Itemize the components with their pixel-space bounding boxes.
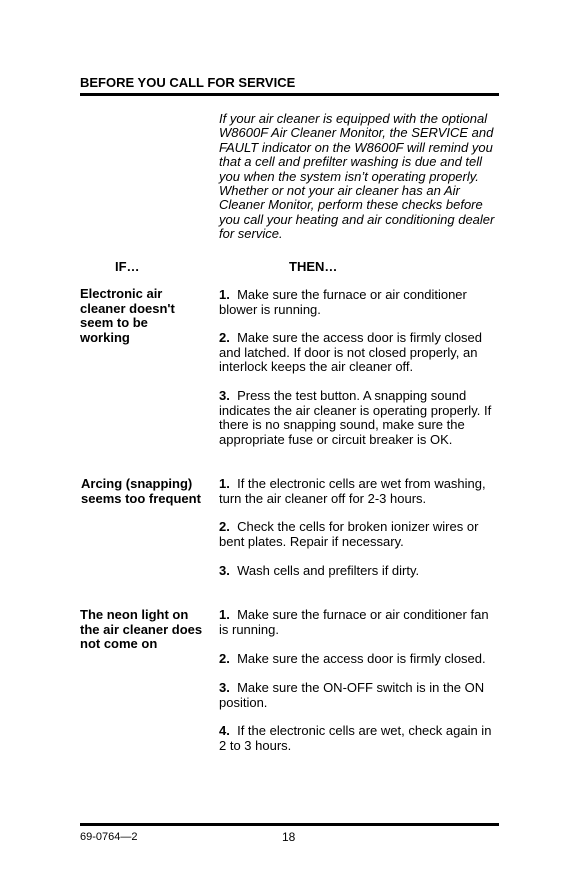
step-item [219, 389, 501, 447]
condition-arcing-frequent: Arcing (snapping) seems too frequent [81, 476, 201, 506]
step-item [219, 681, 501, 710]
step-number: 1. [219, 476, 230, 491]
step-text: Make sure the access door is firmly closed. [237, 651, 486, 666]
step-item [219, 477, 501, 506]
step-number: 4. [219, 723, 230, 738]
step-item [219, 652, 501, 667]
header-divider [80, 93, 499, 96]
column-header-if: IF… [115, 259, 140, 274]
footer-divider [80, 823, 499, 826]
step-item [219, 564, 501, 579]
step-item [219, 288, 501, 317]
step-item [219, 520, 501, 549]
step-number: 1. [219, 287, 230, 302]
condition-neon-light-off: The neon light on the air cleaner does not come on [80, 607, 203, 651]
step-number: 2. [219, 330, 230, 345]
page-number: 18 [282, 830, 296, 844]
step-number: 2. [219, 651, 230, 666]
step-text: Wash cells and prefilters if dirty. [237, 563, 420, 578]
step-number: 2. [219, 519, 230, 534]
step-text: Press the test button. A snapping sound indicates the air cleaner is operating properly. If there is no snapping sound, make sure the appropriate fuse or circuit breaker is OK. [219, 388, 492, 447]
condition-cleaner-not-working: Electronic air cleaner doesn't seem to be working [80, 286, 175, 345]
step-number: 3. [219, 388, 230, 403]
step-text: Make sure the access door is firmly closed and latched. If door is not closed properly, an interlock keeps the air cleaner off. [219, 330, 483, 374]
intro-paragraph: If your air cleaner is equipped with the optional W8600F Air Cleaner Monitor, the SERVICE and FAULT indicator on the W8600F will remind you that a cell and prefilter washing is due and tell you when the system isn’t operating properly. Whether or not your air cleaner has an Air Cleaner Monitor, perform these checks before you call your heating and air conditioning dealer for service. [219, 111, 495, 242]
step-text: Make sure the furnace or air conditioner fan is running. [219, 607, 489, 637]
page-header-title: BEFORE YOU CALL FOR SERVICE [80, 75, 296, 90]
step-text: Make sure the ON-OFF switch is in the ON position. [219, 680, 485, 710]
step-item [219, 724, 501, 753]
step-item [219, 331, 501, 375]
column-header-then: THEN… [289, 259, 338, 274]
step-number: 3. [219, 563, 230, 578]
step-item [219, 608, 501, 637]
step-number: 1. [219, 607, 230, 622]
step-text: If the electronic cells are wet from washing, turn the air cleaner off for 2-3 hours. [219, 476, 486, 506]
step-text: Check the cells for broken ionizer wires or bent plates. Repair if necessary. [219, 519, 479, 549]
document-code: 69-0764—2 [80, 831, 138, 843]
step-text: Make sure the furnace or air conditioner blower is running. [219, 287, 467, 317]
step-text: If the electronic cells are wet, check again in 2 to 3 hours. [219, 723, 492, 753]
step-number: 3. [219, 680, 230, 695]
